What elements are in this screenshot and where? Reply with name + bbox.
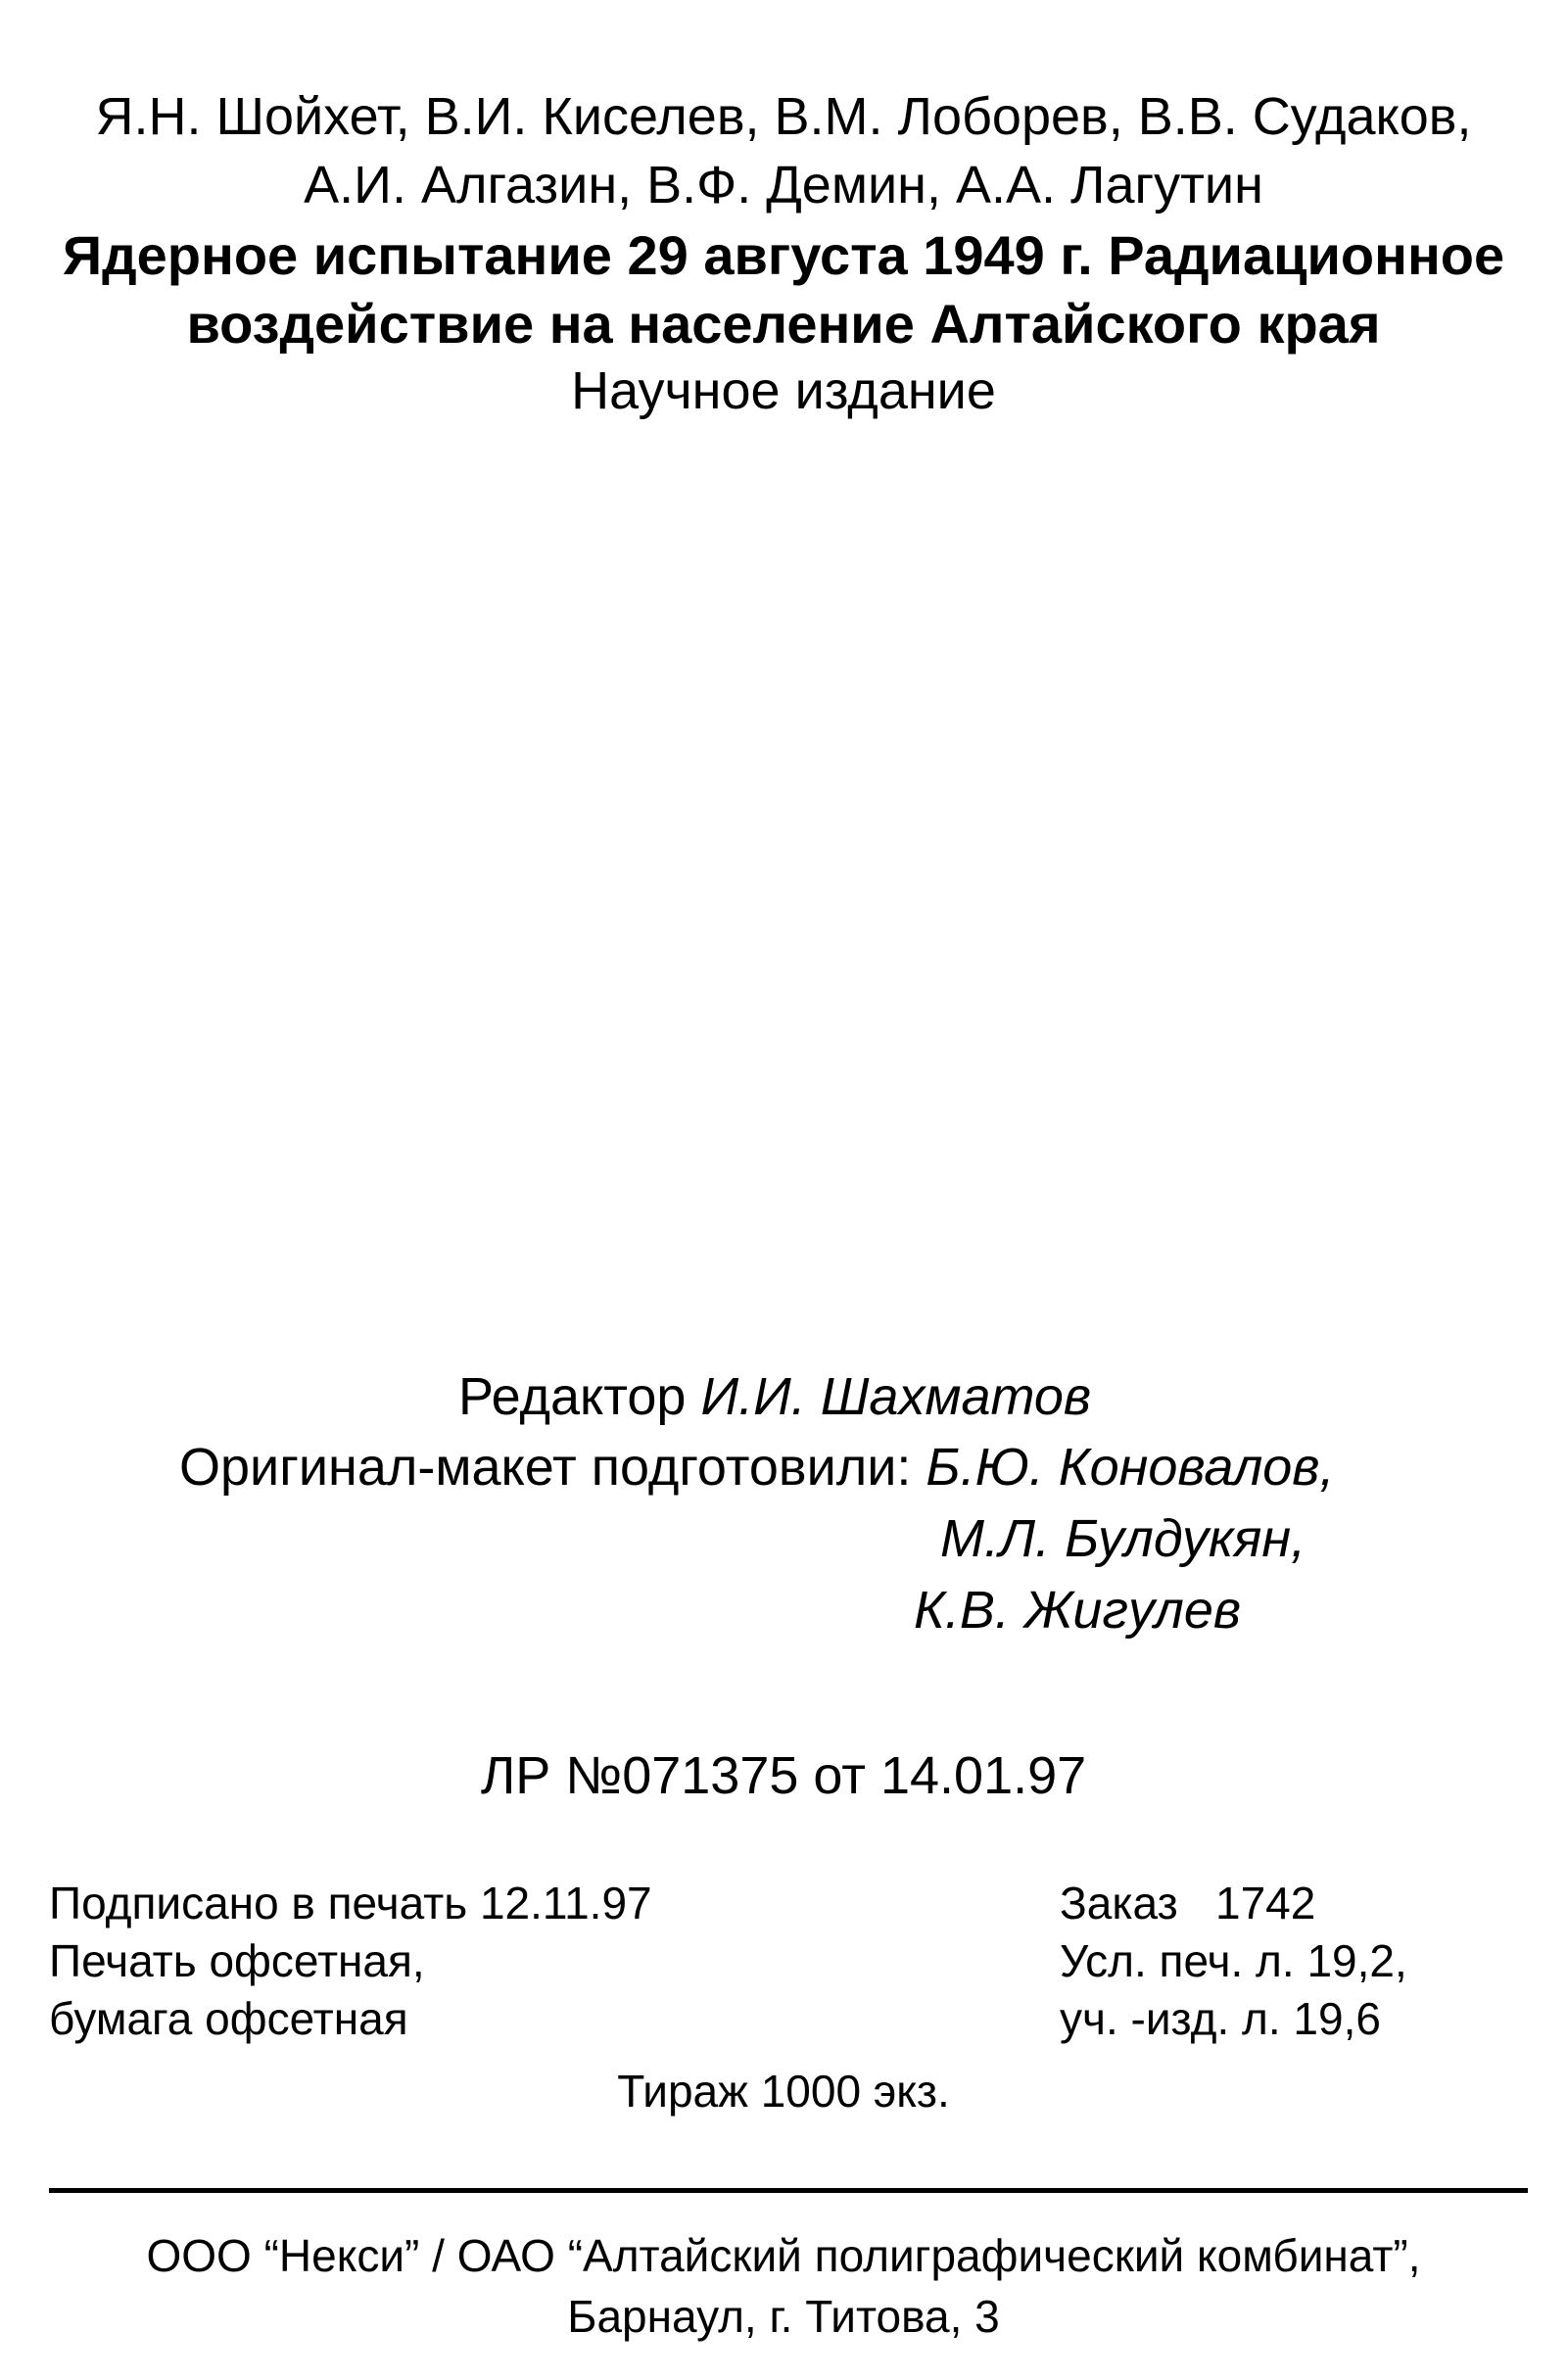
- editor-line: [458, 1366, 1091, 1427]
- authors-line-2: А.И. Алгазин, В.Ф. Демин, А.А. Лагутин: [304, 156, 1263, 214]
- circulation: Тираж 1000 экз.: [617, 2066, 950, 2117]
- title-line-2: воздействие на население Алтайского края: [186, 293, 1381, 355]
- layout-line: [179, 1437, 1335, 1498]
- authors-line-1: Я.Н. Шойхет, В.И. Киселев, В.М. Лоборев, В.В. Судаков,: [95, 87, 1472, 146]
- edition-type: Научное издание: [571, 361, 996, 420]
- layout-name-2: М.Л. Булдукян,: [940, 1509, 1306, 1568]
- license-number: ЛР №071375 от 14.01.97: [480, 1746, 1087, 1805]
- print-info-right-1: Заказ 1742: [1060, 1878, 1316, 1928]
- print-info-left-2: Печать офсетная,: [49, 1935, 425, 1986]
- print-info-left-1: Подписано в печать 12.11.97: [49, 1878, 652, 1928]
- layout-name-3: К.В. Жигулев: [914, 1581, 1242, 1640]
- print-info-right-3: уч. -изд. л. 19,6: [1060, 1993, 1381, 2044]
- print-info-left-3: бумага офсетная: [49, 1993, 408, 2044]
- print-info-right-2: Усл. печ. л. 19,2,: [1060, 1935, 1407, 1986]
- layout-name-1: Б.Ю. Коновалов,: [926, 1438, 1335, 1497]
- editor-name: И.И. Шахматов: [700, 1367, 1092, 1426]
- layout-label: Оригинал-макет подготовили:: [179, 1438, 926, 1497]
- publisher-line-2: Барнаул, г. Титова, 3: [567, 2291, 1000, 2342]
- title-line-1: Ядерное испытание 29 августа 1949 г. Радиационное: [62, 224, 1505, 286]
- divider-rule: [49, 2188, 1528, 2193]
- publisher-line-1: ООО “Некси” / ОАО “Алтайский полиграфический комбинат”,: [146, 2230, 1421, 2281]
- editor-label: Редактор: [458, 1367, 701, 1426]
